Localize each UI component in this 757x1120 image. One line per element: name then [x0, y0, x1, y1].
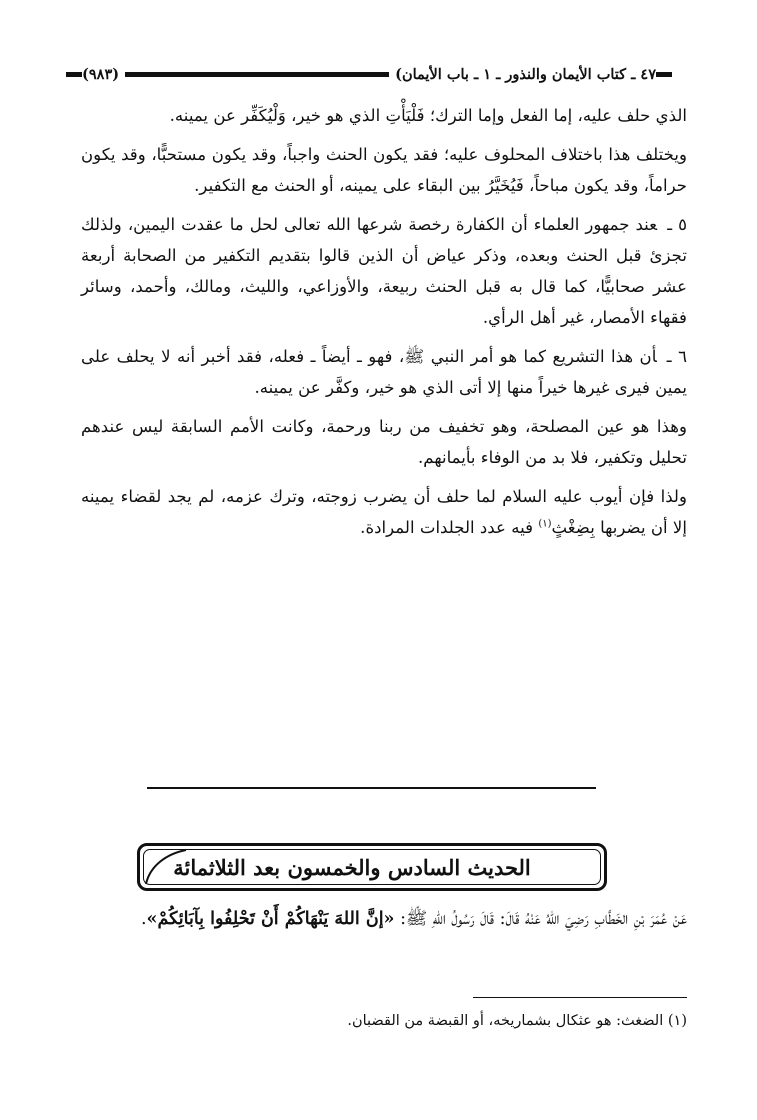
hadith-matn: «إنَّ اللهَ يَنْهَاكُمْ أَنْ تَحْلِفُوا بِآبَائِكُمْ»	[146, 909, 395, 929]
hadith-isnad: عَنْ عُمَرَ بْنِ الخَطَّابِ رَضِيَ اللهُ عَنْهُ قَالَ: قَالَ رَسُولُ اللهِ ﷺ:	[394, 909, 687, 929]
list-item-6	[81, 341, 687, 403]
paragraph-ayyub	[81, 481, 687, 543]
ayyub-text-end: فيه عدد الجلدات المرادة.	[360, 518, 539, 537]
item-number: ٥ ـ	[667, 215, 687, 234]
header-page-number: (٩٨٣)	[82, 65, 120, 83]
item-number: ٦ ـ	[666, 347, 687, 366]
hadith-heading-box	[137, 843, 607, 891]
section-divider	[147, 787, 596, 789]
header-rule-left-cap	[66, 72, 82, 77]
header-chapter-title: ٤٧ ـ كتاب الأيمان والنذور ـ ١ ـ باب الأيمان)	[395, 65, 656, 83]
hadith-end: .	[140, 909, 147, 929]
footnote-rule	[473, 997, 687, 998]
paragraph-difference: ويختلف هذا باختلاف المحلوف عليه؛ فقد يكون الحنث واجباً، وقد يكون مستحبًّا، وقد يكون حراماً، وقد يكون مباحاً، فَيُخَيَّرُ بين البقاء على يمينه، أو الحنث مع التكفير.	[81, 145, 687, 195]
main-text	[81, 100, 687, 543]
hadith-text	[81, 903, 687, 936]
paragraph-maslaha: وهذا هو عين المصلحة، وهو تخفيف من ربنا ورحمة، وكانت الأمم السابقة ليس عندهم تحليل وتكفير، فلا بد من الوفاء بأيمانهم.	[81, 417, 687, 467]
item-text: أن هذا التشريع كما هو أمر النبي ﷺ، فهو ـ أيضاً ـ فعله، فقد أخبر أنه لا يحلف على يمين فيرى غيرها خيراً منها إلا أتى الذي هو خير، وكفَّر عن يمينه.	[81, 347, 687, 397]
ayyub-text-start: ولذا فإن أيوب عليه السلام لما حلف أن يضرب زوجته، وترك عزمه، لم يجد لقضاء يمينه إلا أن يضربها بِضِغْثٍ	[81, 487, 687, 537]
header-rule	[125, 72, 389, 77]
hadith-heading-title: الحديث السادس والخمسون بعد الثلاثمائة	[173, 854, 531, 880]
header-rule-right-cap	[656, 72, 672, 77]
footnote-reference[interactable]: (١)	[538, 518, 552, 530]
list-item-5	[81, 209, 687, 333]
item-text: عند جمهور العلماء أن الكفارة رخصة شرعها الله تعالى لحل ما عقدت اليمين، ولذلك تجزئ قبل الحنث وبعده، وذكر عياض أن الذين قالوا بتقديم التكفير من الصحابة أربعة عشر صحابيًّا، كما قال به قبل الحنث ربيعة، والأوزاعي، والليث، ومالك، وأحمد، وسائر فقهاء الأمصار، غير أهل الرأي.	[81, 215, 687, 327]
paragraph-continuation: الذي حلف عليه، إما الفعل وإما الترك؛ فَلْيَأْتِ الذي هو خير، وَلْيُكَفِّر عن يمينه.	[169, 106, 687, 125]
footnote: (١) الضغث: هو عثكال بشماريخه، أو القبضة من القضبان.	[347, 1013, 687, 1029]
running-header	[66, 63, 672, 85]
